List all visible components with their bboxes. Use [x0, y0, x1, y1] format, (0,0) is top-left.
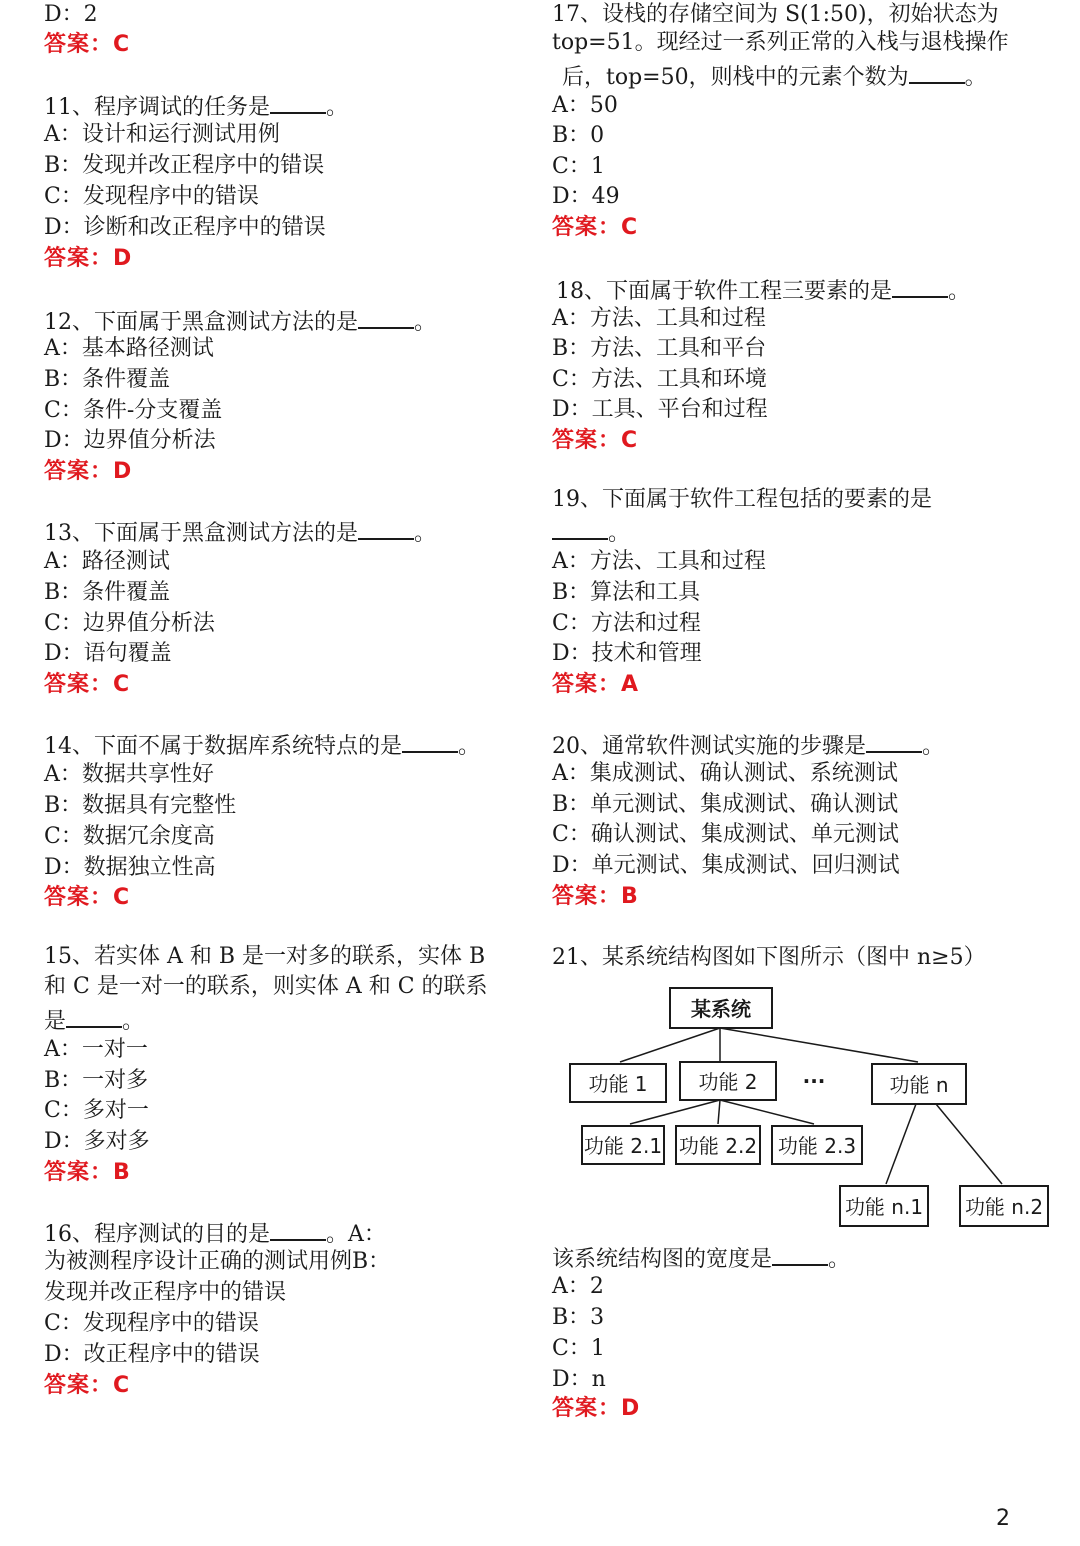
question-13-stem: 13、下面属于黑盒测试方法的是 。 — [44, 516, 436, 546]
question-14-option-d: D：数据独立性高 — [44, 855, 216, 880]
answer-blank — [892, 274, 948, 298]
question-11-option-b: B：发现并改正程序中的错误 — [44, 153, 325, 178]
question-17-option-a: A：50 — [552, 93, 618, 118]
question-20-option-d: D：单元测试、集成测试、回归测试 — [552, 853, 900, 878]
question-15-stem-line3: 是 。 — [44, 1004, 144, 1034]
answer-blank — [866, 729, 922, 753]
question-18-stem: 18、下面属于软件工程三要素的是 。 — [556, 274, 970, 304]
question-13-option-c: C：边界值分析法 — [44, 611, 215, 636]
question-13-option-b: B：条件覆盖 — [44, 580, 171, 605]
question-20-option-c: C：确认测试、集成测试、单元测试 — [552, 822, 899, 847]
question-13-option-d: D：语句覆盖 — [44, 641, 172, 666]
question-14-option-a: A：数据共享性好 — [44, 762, 214, 787]
node-f23-label: 功能 2.3 — [777, 1134, 857, 1158]
question-14-stem: 14、下面不属于数据库系统特点的是 。 — [44, 729, 480, 759]
question-19-answer: 答案：A — [552, 672, 640, 697]
answer-blank — [552, 516, 608, 540]
answer-blank — [66, 1004, 122, 1028]
edge-fn-fn2 — [936, 1104, 1002, 1184]
question-19-option-c: C：方法和过程 — [552, 611, 701, 636]
question-11-option-d: D：诊断和改正程序中的错误 — [44, 215, 326, 240]
structure-diagram-svg — [552, 984, 1052, 1230]
question-18-option-c: C：方法、工具和环境 — [552, 367, 767, 392]
question-16-stem: 16、程序测试的目的是 。A： — [44, 1217, 386, 1247]
question-17-stem-line1: 17、设栈的存储空间为 S(1:50)，初始状态为 — [552, 2, 999, 27]
question-15-answer: 答案：B — [44, 1160, 131, 1185]
question-12-option-c: C：条件-分支覆盖 — [44, 398, 223, 423]
node-f1-label: 功能 1 — [588, 1072, 648, 1096]
question-14-option-c: C：数据冗余度高 — [44, 824, 215, 849]
page-number: 2 — [996, 1506, 1010, 1531]
question-12-answer: 答案：D — [44, 459, 133, 484]
question-17-stem-line2: top=51。现经过一系列正常的入栈与退栈操作 — [552, 30, 1009, 55]
question-18-option-b: B：方法、工具和平台 — [552, 336, 767, 361]
question-11-option-c: C：发现程序中的错误 — [44, 184, 259, 209]
question-19-stem-line2: 。 — [552, 516, 630, 546]
question-18-answer: 答案：C — [552, 428, 639, 453]
edge-root-fn — [720, 1028, 918, 1062]
question-15-option-a: A：一对一 — [44, 1037, 148, 1062]
answer: 答案：C — [44, 32, 131, 57]
option-d: D：2 — [44, 2, 98, 27]
question-15-option-d: D：多对多 — [44, 1129, 150, 1154]
question-20-option-b: B：单元测试、集成测试、确认测试 — [552, 792, 899, 817]
question-20-stem: 20、通常软件测试实施的步骤是 。 — [552, 729, 944, 759]
question-16-line2: 为被测程序设计正确的测试用例B： — [44, 1249, 391, 1274]
question-17-option-b: B：0 — [552, 123, 605, 148]
question-21-answer: 答案：D — [552, 1396, 641, 1421]
question-14-answer: 答案：C — [44, 885, 131, 910]
edge-f2-f22 — [718, 1100, 720, 1124]
question-16-line3: 发现并改正程序中的错误 — [44, 1280, 287, 1305]
answer-blank — [402, 729, 458, 753]
question-12-stem: 12、下面属于黑盒测试方法的是 。 — [44, 305, 436, 335]
question-21-option-a: A：2 — [552, 1274, 604, 1299]
edge-fn-fn1 — [886, 1104, 916, 1184]
question-12-option-a: A：基本路径测试 — [44, 336, 214, 361]
question-17-option-c: C：1 — [552, 154, 605, 179]
node-f22-label: 功能 2.2 — [678, 1134, 758, 1158]
question-18-option-a: A：方法、工具和过程 — [552, 306, 766, 331]
question-12-option-b: B：条件覆盖 — [44, 367, 171, 392]
question-19-stem-line1: 19、下面属于软件工程包括的要素的是 — [552, 487, 932, 512]
node-root-label: 某系统 — [691, 997, 751, 1021]
question-21-option-d: D：n — [552, 1367, 606, 1392]
ellipsis-label: ··· — [802, 1069, 826, 1093]
question-11-stem: 11、程序调试的任务是 。 — [44, 90, 348, 120]
answer-blank — [270, 1217, 326, 1241]
question-19-option-b: B：算法和工具 — [552, 580, 701, 605]
question-17-answer: 答案：C — [552, 215, 639, 240]
question-15-option-b: B：一对多 — [44, 1068, 149, 1093]
edge-f2-f23 — [720, 1100, 814, 1124]
question-20-option-a: A：集成测试、确认测试、系统测试 — [552, 761, 898, 786]
question-13-option-a: A：路径测试 — [44, 549, 170, 574]
answer-blank — [909, 60, 965, 84]
question-17-stem-line3: 后，top=50，则栈中的元素个数为 。 — [562, 60, 987, 90]
question-17-option-d: D：49 — [552, 184, 620, 209]
question-19-option-a: A：方法、工具和过程 — [552, 549, 766, 574]
node-fn1-label: 功能 n.1 — [844, 1195, 924, 1219]
question-14-option-b: B：数据具有完整性 — [44, 793, 237, 818]
question-16-answer: 答案：C — [44, 1373, 131, 1398]
node-f21-label: 功能 2.1 — [583, 1134, 663, 1158]
answer-blank — [270, 90, 326, 114]
answer-blank — [772, 1242, 828, 1266]
node-f2-label: 功能 2 — [698, 1070, 758, 1094]
question-15-stem-line1: 15、若实体 A 和 B 是一对多的联系，实体 B — [44, 944, 486, 969]
question-16-option-c: C：发现程序中的错误 — [44, 1311, 259, 1336]
question-21-stem: 21、某系统结构图如下图所示（图中 n≥5） — [552, 945, 986, 970]
question-13-answer: 答案：C — [44, 672, 131, 697]
question-19-option-d: D：技术和管理 — [552, 641, 702, 666]
answer-blank — [358, 305, 414, 329]
node-fn2-label: 功能 n.2 — [964, 1195, 1044, 1219]
node-fn-label: 功能 n — [889, 1073, 949, 1097]
question-11-answer: 答案：D — [44, 246, 133, 271]
answer-blank — [358, 516, 414, 540]
question-12-option-d: D：边界值分析法 — [44, 428, 216, 453]
question-21-question: 该系统结构图的宽度是 。 — [552, 1242, 850, 1272]
system-structure-diagram — [552, 984, 1052, 1230]
edge-root-f1 — [620, 1028, 720, 1062]
question-16-option-d: D：改正程序中的错误 — [44, 1342, 260, 1367]
question-11-option-a: A：设计和运行测试用例 — [44, 122, 280, 147]
question-15-stem-line2: 和 C 是一对一的联系，则实体 A 和 C 的联系 — [44, 974, 488, 999]
question-18-option-d: D：工具、平台和过程 — [552, 397, 768, 422]
question-20-answer: 答案：B — [552, 884, 639, 909]
question-21-option-b: B：3 — [552, 1305, 605, 1330]
edge-f2-f21 — [630, 1100, 720, 1124]
question-21-option-c: C：1 — [552, 1336, 605, 1361]
question-15-option-c: C：多对一 — [44, 1098, 149, 1123]
